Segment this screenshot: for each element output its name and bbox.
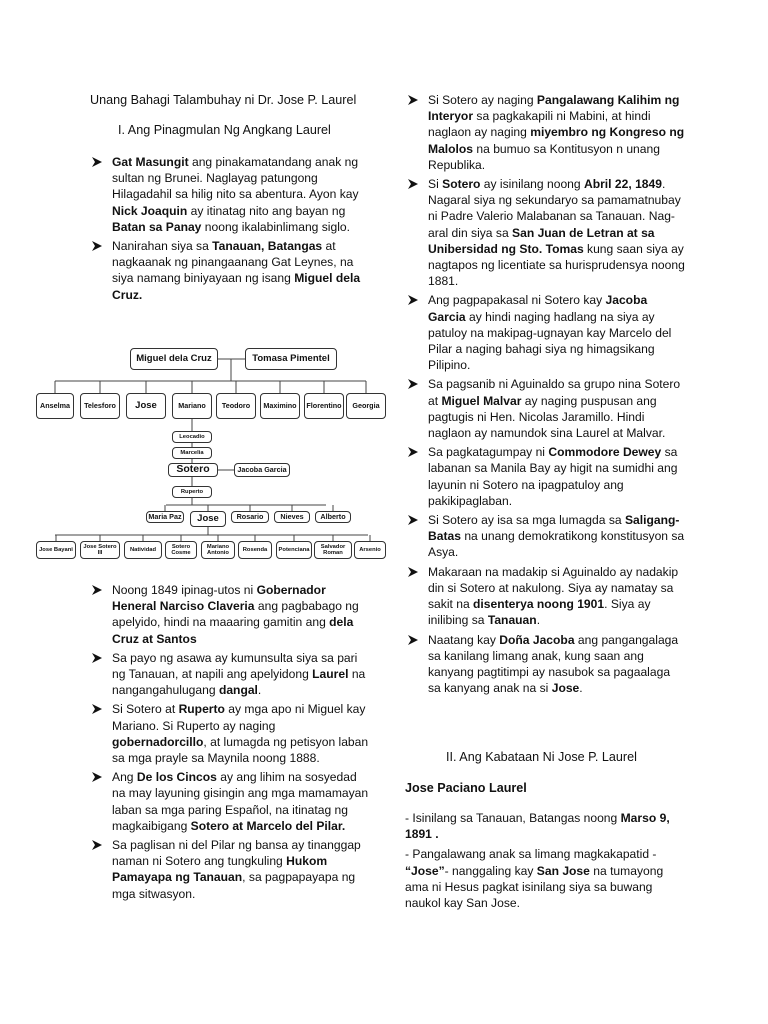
text: - Isinilang sa Tanauan, Batangas noong <box>405 811 621 825</box>
tree-node-ruperto: Ruperto <box>172 486 212 498</box>
bold-text: Pangalawang Kalihim ng Interyor <box>428 93 680 124</box>
text: , sa pagpapayapa ng mga sitwasyon. <box>112 870 356 901</box>
bold-text: disenterya noong 1901 <box>473 597 605 612</box>
tree-node-gen4: Natividad <box>124 541 162 559</box>
bullet-item <box>404 512 686 561</box>
section-2-heading: II. Ang Kabataan Ni Jose P. Laurel <box>446 750 637 764</box>
bold-text: San Juan de Letran at sa Unibersidad ng Sto. Tomas <box>428 225 655 256</box>
bullet-item <box>404 292 686 373</box>
surname-bullet-list <box>88 582 370 905</box>
tree-node-marcelia: Marcelia <box>172 447 212 459</box>
text: . <box>257 683 262 698</box>
bold-text: San Jose <box>536 863 590 878</box>
document-title: Unang Bahagi Talambuhay ni Dr. Jose P. Laurel <box>90 93 357 107</box>
bold-text: gobernadorcillo <box>112 734 204 749</box>
text: na nangangahulugang <box>112 667 366 698</box>
text: Ang <box>112 770 137 785</box>
arrow-bullet-icon <box>407 378 419 390</box>
arrow-bullet-icon <box>407 294 419 306</box>
bullet-item <box>404 444 686 509</box>
bold-text: Tanauan <box>487 613 537 628</box>
text: ay isinilang noong <box>480 177 584 192</box>
tree-node-gen3: Rosario <box>231 511 269 523</box>
arrow-bullet-icon <box>91 771 103 783</box>
bullet-item <box>88 837 370 902</box>
text: . Siya ay inilibing sa <box>428 597 651 628</box>
bold-text: Jose <box>551 681 580 696</box>
bold-text: Jacoba Garcia <box>428 293 648 324</box>
text: Si Sotero ay isa sa mga lumagda sa <box>428 513 625 528</box>
text: ay itinatag nito ang bayan ng <box>187 203 346 218</box>
text: - Pangalawang anak sa limang magkakapatid - <box>405 847 657 862</box>
bold-text: Nick Joaquin <box>112 203 188 218</box>
arrow-bullet-icon <box>91 240 103 252</box>
bullet-item <box>88 582 370 647</box>
bold-text: Tanauan, Batangas <box>212 239 323 254</box>
arrow-bullet-icon <box>91 839 103 851</box>
arrow-bullet-icon <box>91 703 103 715</box>
bullet-item <box>88 238 370 303</box>
tree-node-child: Mariano <box>172 393 212 419</box>
bullet-item <box>404 92 686 173</box>
tree-node-gen4: Jose Sotero III <box>80 541 120 559</box>
arrow-bullet-icon <box>91 156 103 168</box>
arrow-bullet-icon <box>407 178 419 190</box>
text: Sa pagsanib ni Aguinaldo sa grupo nina Sotero at <box>428 377 681 408</box>
tree-node-child: Teodoro <box>216 393 256 419</box>
tree-node-gen4: Rosenda <box>238 541 272 559</box>
birth-paragraph <box>405 810 687 911</box>
bold-text: Doña Jacoba <box>499 632 575 647</box>
tree-node-tomasa-pimentel: Tomasa Pimentel <box>245 348 337 370</box>
tree-node-gen3: Maria Paz <box>146 511 184 523</box>
bold-text: Sotero <box>442 177 481 192</box>
tree-node-child: Florentino <box>304 393 344 419</box>
tree-node-leocadio: Leocadio <box>172 431 212 443</box>
text: at nagkaanak ng pinangaanang Gat Leynes, na siya namang biniyayaan ng isang <box>112 239 354 286</box>
sotero-bullet-list <box>404 92 686 699</box>
bold-text: Commodore Dewey <box>548 445 662 460</box>
bold-text: Hukom Pamayapa ng Tanauan <box>112 854 328 885</box>
text: Si <box>428 177 443 192</box>
tree-node-child: Anselma <box>36 393 74 419</box>
family-tree-diagram <box>36 343 390 565</box>
text: Sa pagkatagumpay ni <box>428 445 549 460</box>
paragraph-line <box>405 846 687 911</box>
bold-text: Batan sa Panay <box>112 219 202 234</box>
tree-node-gen4: Jose Bayani <box>36 541 76 559</box>
text: Sa payo ng asawa ay kumunsulta siya sa pari ng Tanauan, at napili ang apelyidong <box>112 650 358 682</box>
tree-node-child: Telesforo <box>80 393 120 419</box>
tree-node-gen4: Potenciana <box>276 541 312 559</box>
bold-text: Laurel <box>312 667 349 682</box>
text: Noong 1849 ipinag-utos ni <box>112 583 257 597</box>
bullet-item <box>88 701 370 766</box>
text: Naatang kay <box>428 632 500 647</box>
text: na unang demokratikong konstitusyon sa Asya. <box>428 529 685 560</box>
text: sa labanan sa Manila Bay ay higit na sumidhi ang layunin ni Sotero na ipagpatuloy ang pakikipaglaban. <box>428 445 678 508</box>
text: Si Sotero ay naging <box>428 93 537 107</box>
bullet-item <box>404 632 686 697</box>
arrow-bullet-icon <box>407 94 419 106</box>
bold-text: dela Cruz at Santos <box>112 615 354 646</box>
bullet-item <box>404 564 686 629</box>
tree-node-gen3: Nieves <box>274 511 310 523</box>
bold-text: miyembro ng Kongreso ng Malolos <box>428 125 685 156</box>
text: ang pagbabago ng apelyido, hindi na maaaring gamitin ang <box>112 599 359 630</box>
bullet-item <box>88 154 370 235</box>
section-1-heading: I. Ang Pinagmulan Ng Angkang Laurel <box>118 123 331 137</box>
text: - nanggaling kay <box>444 863 537 878</box>
text: na bumuo sa Kontitusyon n unang Republika. <box>428 141 660 172</box>
arrow-bullet-icon <box>407 566 419 578</box>
arrow-bullet-icon <box>407 514 419 526</box>
bullet-item <box>404 176 686 289</box>
text: sa pagkakapili ni Mabini, at hindi naglaon ay naging <box>428 109 651 140</box>
bold-text: dangal <box>218 683 258 698</box>
family-tree-connectors <box>36 343 390 565</box>
text: ay hindi naging hadlang na siya ay patuloy na makipag-ugnayan kay Marcelo del Pilar a naging bahagi siya ng himagsikang Pilipino. <box>428 309 672 373</box>
text: Sa paglisan ni del Pilar ng bansa ay tinanggap naman ni Sotero ang tungkuling <box>112 838 361 869</box>
tree-node-gen3: Jose <box>190 511 226 527</box>
tree-node-child: Maximino <box>260 393 300 419</box>
bold-text: Sotero at Marcelo del Pilar. <box>190 818 346 833</box>
tree-node-sotero: Sotero <box>168 463 218 477</box>
text: na tumayong ama ni Hesus pagkat isinilang siya sa buwang naukol kay San Jose. <box>405 863 664 911</box>
text: . Nagaral siya ng sekundaryo sa pamamatnubay ni Padre Valerio Malabanan sa Tanauan. Nag-aral din siya sa <box>428 177 681 240</box>
text: Ang pagpapakasal ni Sotero kay <box>428 293 606 308</box>
bullet-item <box>404 376 686 441</box>
bold-text: Miguel Malvar <box>441 393 522 408</box>
tree-node-jacoba-garcia: Jacoba Garcia <box>234 463 290 477</box>
text: ang pangangalaga sa kanilang limang anak, kung saan ang kanyang pagtitimpi ay nasubok sa pagaalaga sa kanyang anak na si <box>428 632 679 696</box>
arrow-bullet-icon <box>407 446 419 458</box>
bullet-item <box>88 650 370 699</box>
origin-bullet-list <box>88 154 370 306</box>
text: Nanirahan siya sa <box>112 239 213 254</box>
text: ang pinakamatandang anak ng sultan ng Brunei. Naglayag patungong Hilagadahil sa hilig nito sa abentura. Ayon kay <box>112 155 359 202</box>
bold-text: “Jose” <box>405 863 445 878</box>
bold-text: Abril 22, 1849 <box>583 177 662 192</box>
bold-text: Gat Masungit <box>112 155 189 169</box>
tree-node-child: Jose <box>126 393 166 419</box>
text: Si Sotero at <box>112 702 179 717</box>
text: ay naging puspusan ang pagtugis ni Hen. Nicolas Jaramillo. Hindi naglaon ay namundok sina Laurel at Malvar. <box>428 393 666 441</box>
bold-text: Marso 9, 1891 . <box>405 811 670 842</box>
paragraph-line <box>405 810 687 842</box>
tree-node-gen4: Salvador Roman <box>314 541 352 559</box>
tree-node-miguel-dela-cruz: Miguel dela Cruz <box>130 348 218 370</box>
subject-name: Jose Paciano Laurel <box>405 781 527 795</box>
tree-node-child: Georgia <box>346 393 386 419</box>
bullet-item <box>88 769 370 834</box>
tree-node-gen4: Mariano Antonio <box>201 541 235 559</box>
bold-text: Miguel dela Cruz. <box>112 271 361 302</box>
text: ay mga apo ni Miguel kay Mariano. Si Ruperto ay naging <box>112 702 366 733</box>
arrow-bullet-icon <box>91 584 103 596</box>
text: . <box>579 681 583 696</box>
bold-text: Ruperto <box>178 702 225 717</box>
tree-node-gen4: Sotero Cosme <box>165 541 197 559</box>
text: . <box>536 613 541 628</box>
bold-text: Gobernador Heneral Narciso Claveria <box>112 583 326 614</box>
tree-node-gen3: Alberto <box>315 511 351 523</box>
arrow-bullet-icon <box>407 634 419 646</box>
bold-text: De los Cincos <box>136 770 217 785</box>
bold-text: Saligang-Batas <box>428 513 680 544</box>
tree-node-gen4: Arsenio <box>354 541 386 559</box>
arrow-bullet-icon <box>91 652 103 664</box>
text: ay ang lihim na sosyedad na may layuning gisingin ang mga mamamayan laban sa mga paring Español, na itinatag ng magkaibigang <box>112 770 369 833</box>
text: Makaraan na madakip si Aguinaldo ay nadakip din si Sotero at nakulong. Siya ay namatay sa sakit na <box>428 564 679 612</box>
text: noong ikalabinlimang siglo. <box>201 219 350 234</box>
text: kung saan siya ay nagtapos ng licentiate sa hurisprudensya noong 1881. <box>428 241 685 289</box>
text: , at lumagda ng petisyon laban sa mga prayle sa Maynila noong 1888. <box>112 734 369 766</box>
